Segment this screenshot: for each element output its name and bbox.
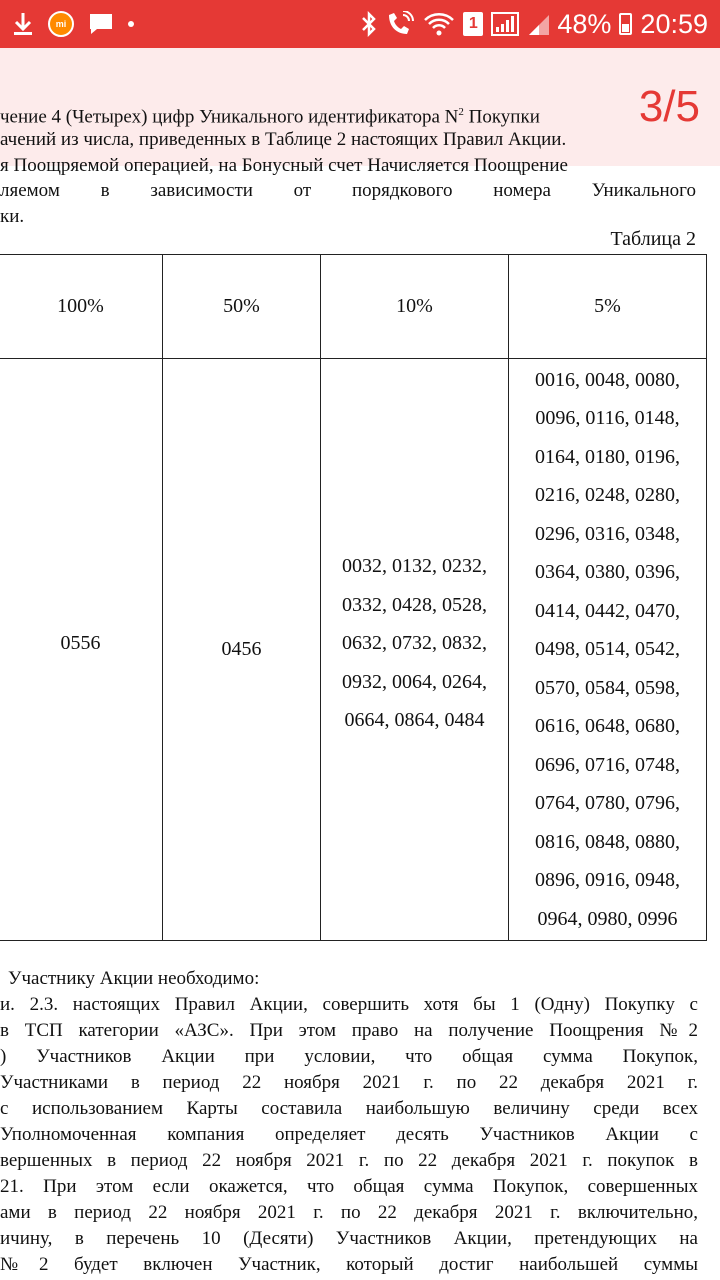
- table-header-row: [0, 255, 707, 359]
- battery-percent: 48%: [557, 8, 612, 39]
- clock: 20:59: [640, 8, 708, 39]
- volte-call-icon: [385, 11, 415, 37]
- wifi-icon: [423, 11, 455, 37]
- signal-icon: [491, 11, 521, 37]
- code-line: 0498, 0514, 0542,: [535, 638, 680, 661]
- code-line: 0696, 0716, 0748,: [535, 753, 680, 776]
- doc-bottom-line-1: Участнику Акции необходимо:: [8, 968, 260, 989]
- code-line: 0164, 0180, 0196,: [535, 445, 680, 468]
- doc-bottom-line-8: вершенных в период 22 ноября 2021 г. по 22 декабря 2021 г. покупок в: [0, 1150, 698, 1171]
- code-line: 0664, 0864, 0484: [344, 709, 485, 732]
- code-line: 0414, 0442, 0470,: [535, 599, 680, 622]
- code-line: 0570, 0584, 0598,: [535, 676, 680, 699]
- code-line: 0096, 0116, 0148,: [535, 407, 680, 430]
- code-line: 0296, 0316, 0348,: [535, 522, 680, 545]
- header-10: 10%: [321, 255, 509, 359]
- dot-icon: [128, 21, 134, 27]
- cell-5: [509, 359, 707, 941]
- code-line: 0896, 0916, 0948,: [535, 869, 680, 892]
- footnote-sup: 2: [458, 106, 464, 118]
- doc-line-1: чение 4 (Четырех) цифр Уникального идентификатора $N^2$ Покупки: [0, 106, 540, 128]
- bluetooth-icon: [361, 11, 377, 37]
- doc-line-2: ачений из числа, приведенных в Таблице 2 настоящих Правил Акции.: [0, 129, 567, 150]
- status-notifications: [12, 0, 134, 48]
- doc-line-3: я Поощряемой операцией, на Бонусный счет Начисляется Поощрение: [0, 155, 568, 176]
- table-row: [0, 359, 707, 941]
- cell-50: 0456: [163, 359, 321, 941]
- mi-app-icon: mi: [48, 11, 74, 37]
- code-line: 0632, 0732, 0832,: [342, 632, 487, 655]
- header-5: 5%: [509, 255, 707, 359]
- header-100: 100%: [0, 255, 163, 359]
- doc-bottom-line-6: с использованием Карты составила наибольшую величину среди всех: [0, 1098, 698, 1119]
- signal2-icon: [529, 11, 549, 37]
- message-icon: [88, 12, 114, 36]
- code-line: 0932, 0064, 0264,: [342, 670, 487, 693]
- code-line: 0032, 0132, 0232,: [342, 555, 487, 578]
- doc-line-1-tail: Покупки: [468, 106, 540, 128]
- code-line: 0364, 0380, 0396,: [535, 561, 680, 584]
- download-icon: [12, 11, 34, 37]
- code-line: 0332, 0428, 0528,: [342, 593, 487, 616]
- doc-bottom-line-5: Участниками в период 22 ноября 2021 г. по 22 декабря 2021 г.: [0, 1072, 698, 1093]
- doc-bottom-line-2: и. 2.3. настоящих Правил Акции, совершить хотя бы 1 (Одну) Покупку с: [0, 994, 698, 1015]
- doc-bottom-line-7: Уполномоченная компания определяет десять Участников Акции с: [0, 1124, 698, 1145]
- page-counter[interactable]: 3/5: [638, 82, 700, 131]
- doc-bottom-line-4: ) Участников Акции при условии, что общая сумма Покупок,: [0, 1046, 698, 1067]
- code-line: 0216, 0248, 0280,: [535, 484, 680, 507]
- bonus-table: [0, 254, 707, 941]
- table-caption: Таблица 2: [610, 228, 696, 250]
- code-line: 0964, 0980, 0996: [537, 907, 678, 930]
- cell-10: [321, 359, 509, 941]
- status-system: [361, 0, 708, 48]
- code-line: 0016, 0048, 0080,: [535, 368, 680, 391]
- doc-bottom-line-3: в ТСП категории «АЗС». При этом право на получение Поощрения №2: [0, 1020, 698, 1041]
- sim1-icon: 1: [463, 12, 483, 36]
- status-bar: [0, 0, 720, 48]
- doc-bottom-line-9: 21. При этом если окажется, что общая сумма Покупок, совершенных: [0, 1176, 698, 1197]
- code-line: 0764, 0780, 0796,: [535, 792, 680, 815]
- doc-line-4: ляемом в зависимости от порядкового номера Уникального: [0, 180, 696, 201]
- doc-bottom-line-10: ами в период 22 ноября 2021 г. по 22 декабря 2021 г. включительно,: [0, 1202, 698, 1223]
- doc-bottom-line-12: №2 будет включен Участник, который достиг наибольшей суммы: [0, 1254, 698, 1275]
- battery-icon: [619, 13, 632, 35]
- doc-bottom-line-11: ичину, в перечень 10 (Десяти) Участников Акции, претендующих на: [0, 1228, 698, 1249]
- code-line: 0816, 0848, 0880,: [535, 830, 680, 853]
- doc-line-5: ки.: [0, 206, 25, 227]
- cell-100: 0556: [0, 359, 163, 941]
- code-line: 0616, 0648, 0680,: [535, 715, 680, 738]
- header-50: 50%: [163, 255, 321, 359]
